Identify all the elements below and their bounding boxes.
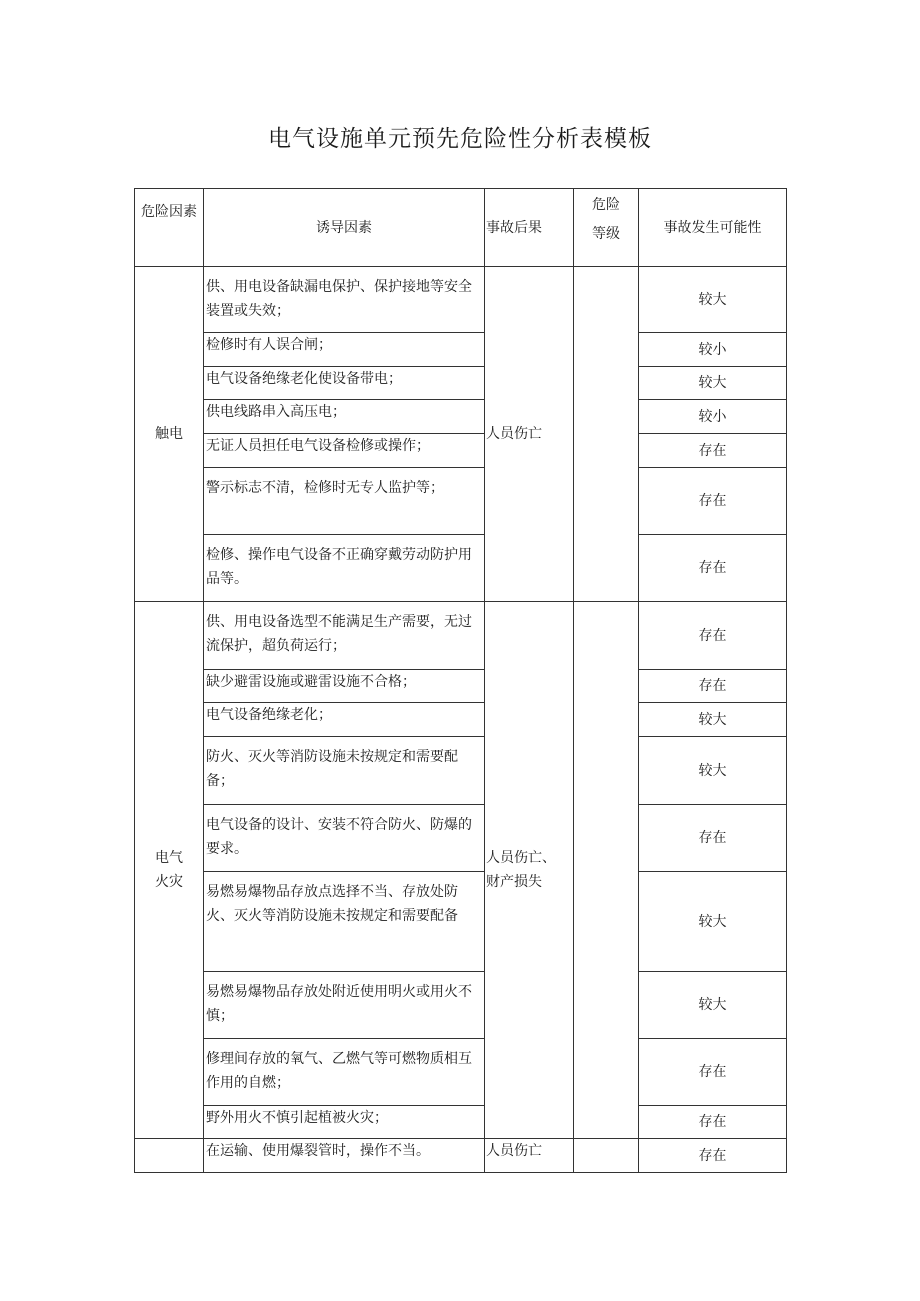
level-cell — [574, 1139, 639, 1173]
likelihood-cell: 存在 — [639, 535, 787, 602]
cause-cell: 供电线路串入高压电； — [204, 400, 485, 434]
cause-cell: 电气设备的设计、安装不符合防火、防爆的要求。 — [204, 805, 485, 872]
consequence-line1: 人员伤亡、 — [486, 850, 556, 866]
hazard-analysis-table — [134, 188, 787, 1173]
likelihood-cell: 较大 — [639, 367, 787, 400]
table-row — [135, 737, 787, 805]
hazard-cell: 触电 — [135, 267, 204, 602]
header-level-line2: 等级 — [592, 226, 620, 242]
page-title: 电气设施单元预先危险性分析表模板 — [268, 126, 652, 152]
cause-cell: 易燃易爆物品存放处附近使用明火或用火不慎； — [204, 972, 485, 1039]
cause-cell: 无证人员担任电气设备检修或操作； — [204, 434, 485, 468]
header-cause: 诱导因素 — [204, 189, 485, 267]
cause-cell: 电气设备绝缘老化； — [204, 703, 485, 737]
table-row — [135, 333, 787, 367]
cause-cell: 易燃易爆物品存放点选择不当、存放处防火、灭火等消防设施未按规定和需要配备 — [204, 872, 485, 972]
hazard-line1: 电气 — [155, 850, 183, 866]
header-likelihood: 事故发生可能性 — [639, 189, 787, 267]
likelihood-cell: 存在 — [639, 805, 787, 872]
table-row — [135, 872, 787, 972]
likelihood-cell: 存在 — [639, 468, 787, 535]
hazard-cell — [135, 602, 204, 1139]
likelihood-cell: 较大 — [639, 972, 787, 1039]
likelihood-cell: 存在 — [639, 1106, 787, 1139]
hazard-cell — [135, 1139, 204, 1173]
header-row — [135, 189, 787, 267]
level-cell — [574, 267, 639, 602]
table-row — [135, 1106, 787, 1139]
table-row — [135, 1039, 787, 1106]
table-row — [135, 434, 787, 468]
table-row — [135, 972, 787, 1039]
table-row — [135, 670, 787, 703]
hazard-line2: 火灾 — [155, 874, 183, 890]
table-row — [135, 703, 787, 737]
table-row — [135, 267, 787, 333]
header-level-line1: 危险 — [592, 197, 620, 213]
cause-cell: 供、用电设备缺漏电保护、保护接地等安全装置或失效； — [204, 267, 485, 333]
likelihood-cell: 存在 — [639, 1139, 787, 1173]
table-row — [135, 400, 787, 434]
table-row — [135, 1139, 787, 1173]
likelihood-cell: 存在 — [639, 602, 787, 670]
cause-cell: 检修时有人误合闸； — [204, 333, 485, 367]
cause-cell: 野外用火不慎引起植被火灾； — [204, 1106, 485, 1139]
cause-cell: 缺少避雷设施或避雷设施不合格； — [204, 670, 485, 703]
consequence-cell — [485, 602, 574, 1139]
cause-cell: 防火、灭火等消防设施未按规定和需要配备； — [204, 737, 485, 805]
cause-cell: 在运输、使用爆裂管时，操作不当。 — [204, 1139, 485, 1173]
consequence-cell: 人员伤亡 — [485, 267, 574, 602]
table-row — [135, 602, 787, 670]
cause-cell: 修理间存放的氧气、乙燃气等可燃物质相互作用的自燃； — [204, 1039, 485, 1106]
header-consequence: 事故后果 — [485, 189, 574, 267]
likelihood-cell: 较小 — [639, 333, 787, 367]
level-cell — [574, 602, 639, 1139]
table-row — [135, 468, 787, 535]
cause-cell: 电气设备绝缘老化使设备带电； — [204, 367, 485, 400]
likelihood-cell: 较大 — [639, 737, 787, 805]
consequence-cell: 人员伤亡 — [485, 1139, 574, 1173]
likelihood-cell: 存在 — [639, 434, 787, 468]
header-hazard: 危险因素 — [135, 189, 204, 267]
likelihood-cell: 较小 — [639, 400, 787, 434]
cause-cell: 警示标志不清，检修时无专人监护等； — [204, 468, 485, 535]
likelihood-cell: 存在 — [639, 1039, 787, 1106]
table-row — [135, 367, 787, 400]
likelihood-cell: 存在 — [639, 670, 787, 703]
cause-cell: 检修、操作电气设备不正确穿戴劳动防护用品等。 — [204, 535, 485, 602]
header-level — [574, 189, 639, 267]
likelihood-cell: 较大 — [639, 872, 787, 972]
table-row — [135, 535, 787, 602]
table-row — [135, 805, 787, 872]
likelihood-cell: 较大 — [639, 267, 787, 333]
likelihood-cell: 较大 — [639, 703, 787, 737]
cause-cell: 供、用电设备选型不能满足生产需要，无过流保护，超负荷运行； — [204, 602, 485, 670]
consequence-line2: 财产损失 — [486, 874, 542, 890]
